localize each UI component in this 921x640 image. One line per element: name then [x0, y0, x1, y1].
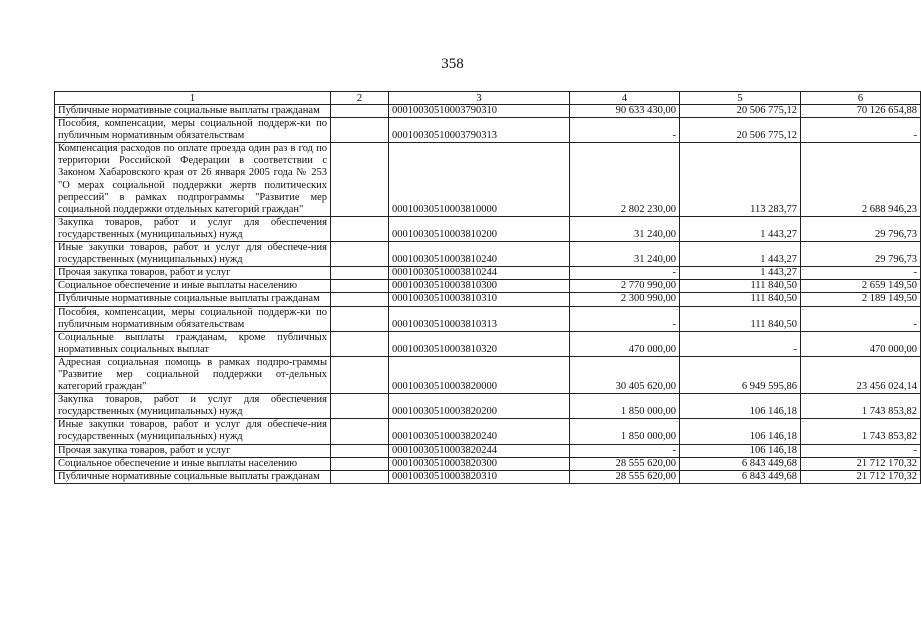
budget-classification-code: 00010030510003810300 [389, 280, 570, 293]
planned-amount: 90 633 430,00 [570, 105, 680, 118]
planned-amount: 1 850 000,00 [570, 419, 680, 444]
row-description: Иные закупки товаров, работ и услуг для обеспече-ния государственных (муниципальных) нужд [55, 419, 331, 444]
table-row [55, 267, 921, 280]
planned-amount: 2 300 990,00 [570, 293, 680, 306]
remaining-amount: 2 189 149,50 [801, 293, 921, 306]
row-column-2 [331, 470, 389, 483]
column-header: 5 [680, 92, 801, 105]
row-description: Пособия, компенсации, меры социальной поддерж-ки по публичным нормативным обязательствам [55, 306, 331, 331]
row-description: Пособия, компенсации, меры социальной поддерж-ки по публичным нормативным обязательствам [55, 118, 331, 143]
row-description: Социальное обеспечение и иные выплаты населению [55, 280, 331, 293]
row-description: Публичные нормативные социальные выплаты гражданам [55, 470, 331, 483]
budget-classification-code: 00010030510003820000 [389, 356, 570, 393]
table-row [55, 242, 921, 267]
budget-classification-code: 00010030510003810313 [389, 306, 570, 331]
row-column-2 [331, 242, 389, 267]
row-description: Закупка товаров, работ и услуг для обеспечения государственных (муниципальных) нужд [55, 216, 331, 241]
row-description: Социальное обеспечение и иные выплаты населению [55, 457, 331, 470]
remaining-amount: 23 456 024,14 [801, 356, 921, 393]
row-description: Адресная социальная помощь в рамках подпро-граммы "Развитие мер социальной поддержки от-дельных категорий граждан" [55, 356, 331, 393]
remaining-amount: 2 659 149,50 [801, 280, 921, 293]
remaining-amount: - [801, 306, 921, 331]
table-row [55, 356, 921, 393]
executed-amount: 20 506 775,12 [680, 105, 801, 118]
row-description: Прочая закупка товаров, работ и услуг [55, 444, 331, 457]
table-row [55, 331, 921, 356]
executed-amount: 1 443,27 [680, 216, 801, 241]
row-column-2 [331, 306, 389, 331]
planned-amount: - [570, 306, 680, 331]
executed-amount: 113 283,77 [680, 143, 801, 217]
row-description: Прочая закупка товаров, работ и услуг [55, 267, 331, 280]
column-header: 2 [331, 92, 389, 105]
planned-amount: 470 000,00 [570, 331, 680, 356]
row-column-2 [331, 331, 389, 356]
remaining-amount: 21 712 170,32 [801, 457, 921, 470]
executed-amount: 111 840,50 [680, 306, 801, 331]
planned-amount: 31 240,00 [570, 216, 680, 241]
table-row [55, 419, 921, 444]
row-description: Публичные нормативные социальные выплаты гражданам [55, 293, 331, 306]
page-number: 358 [441, 56, 464, 72]
budget-classification-code: 00010030510003820310 [389, 470, 570, 483]
row-column-2 [331, 216, 389, 241]
executed-amount: 106 146,18 [680, 419, 801, 444]
table-row [55, 280, 921, 293]
row-description: Социальные выплаты гражданам, кроме публичных нормативных социальных выплат [55, 331, 331, 356]
budget-classification-code: 00010030510003820240 [389, 419, 570, 444]
table-row [55, 105, 921, 118]
row-column-2 [331, 143, 389, 217]
planned-amount: 1 850 000,00 [570, 394, 680, 419]
table-row [55, 457, 921, 470]
row-column-2 [331, 118, 389, 143]
remaining-amount: 470 000,00 [801, 331, 921, 356]
remaining-amount: 21 712 170,32 [801, 470, 921, 483]
row-column-2 [331, 394, 389, 419]
remaining-amount: 29 796,73 [801, 242, 921, 267]
row-column-2 [331, 457, 389, 470]
executed-amount: 1 443,27 [680, 242, 801, 267]
budget-classification-code: 00010030510003810000 [389, 143, 570, 217]
executed-amount: 111 840,50 [680, 293, 801, 306]
executed-amount: - [680, 331, 801, 356]
remaining-amount: - [801, 444, 921, 457]
planned-amount: 31 240,00 [570, 242, 680, 267]
row-description: Закупка товаров, работ и услуг для обеспечения государственных (муниципальных) нужд [55, 394, 331, 419]
row-column-2 [331, 105, 389, 118]
row-column-2 [331, 444, 389, 457]
row-description: Публичные нормативные социальные выплаты гражданам [55, 105, 331, 118]
planned-amount: - [570, 444, 680, 457]
planned-amount: 30 405 620,00 [570, 356, 680, 393]
row-column-2 [331, 293, 389, 306]
remaining-amount: - [801, 118, 921, 143]
remaining-amount: 1 743 853,82 [801, 419, 921, 444]
column-header: 6 [801, 92, 921, 105]
table-row [55, 118, 921, 143]
table-body [55, 105, 921, 484]
remaining-amount: 1 743 853,82 [801, 394, 921, 419]
table-row [55, 306, 921, 331]
executed-amount: 106 146,18 [680, 444, 801, 457]
table-row [55, 444, 921, 457]
planned-amount: 2 802 230,00 [570, 143, 680, 217]
column-header: 3 [389, 92, 570, 105]
planned-amount: 2 770 990,00 [570, 280, 680, 293]
row-column-2 [331, 280, 389, 293]
budget-classification-code: 00010030510003810244 [389, 267, 570, 280]
table-row [55, 394, 921, 419]
budget-classification-code: 00010030510003820300 [389, 457, 570, 470]
row-column-2 [331, 267, 389, 280]
executed-amount: 1 443,27 [680, 267, 801, 280]
planned-amount: - [570, 267, 680, 280]
planned-amount: 28 555 620,00 [570, 457, 680, 470]
column-header: 4 [570, 92, 680, 105]
table-row [55, 143, 921, 217]
column-header: 1 [55, 92, 331, 105]
executed-amount: 20 506 775,12 [680, 118, 801, 143]
row-column-2 [331, 419, 389, 444]
budget-classification-code: 00010030510003820244 [389, 444, 570, 457]
remaining-amount: 70 126 654,88 [801, 105, 921, 118]
table-header-row [55, 92, 921, 105]
budget-classification-code: 00010030510003810200 [389, 216, 570, 241]
budget-classification-code: 00010030510003790313 [389, 118, 570, 143]
budget-classification-code: 00010030510003810320 [389, 331, 570, 356]
budget-classification-code: 00010030510003810310 [389, 293, 570, 306]
budget-classification-code: 00010030510003790310 [389, 105, 570, 118]
executed-amount: 6 949 595,86 [680, 356, 801, 393]
budget-execution-table [54, 91, 921, 484]
executed-amount: 106 146,18 [680, 394, 801, 419]
remaining-amount: 29 796,73 [801, 216, 921, 241]
row-description: Компенсация расходов по оплате проезда один раз в год по территории Российской Федерации в соответствии с Законом Хабаровского края от 26 января 2005 года № 253 "О мерах социальной поддержки жертв политических репрессий" в рамках подпрограммы "Развитие мер социальной поддержки отдельных категорий граждан" [55, 143, 331, 217]
remaining-amount: - [801, 267, 921, 280]
executed-amount: 6 843 449,68 [680, 470, 801, 483]
budget-classification-code: 00010030510003810240 [389, 242, 570, 267]
table-row [55, 470, 921, 483]
remaining-amount: 2 688 946,23 [801, 143, 921, 217]
executed-amount: 111 840,50 [680, 280, 801, 293]
row-column-2 [331, 356, 389, 393]
executed-amount: 6 843 449,68 [680, 457, 801, 470]
budget-classification-code: 00010030510003820200 [389, 394, 570, 419]
planned-amount: - [570, 118, 680, 143]
table-row [55, 293, 921, 306]
row-description: Иные закупки товаров, работ и услуг для обеспече-ния государственных (муниципальных) нужд [55, 242, 331, 267]
planned-amount: 28 555 620,00 [570, 470, 680, 483]
table-row [55, 216, 921, 241]
